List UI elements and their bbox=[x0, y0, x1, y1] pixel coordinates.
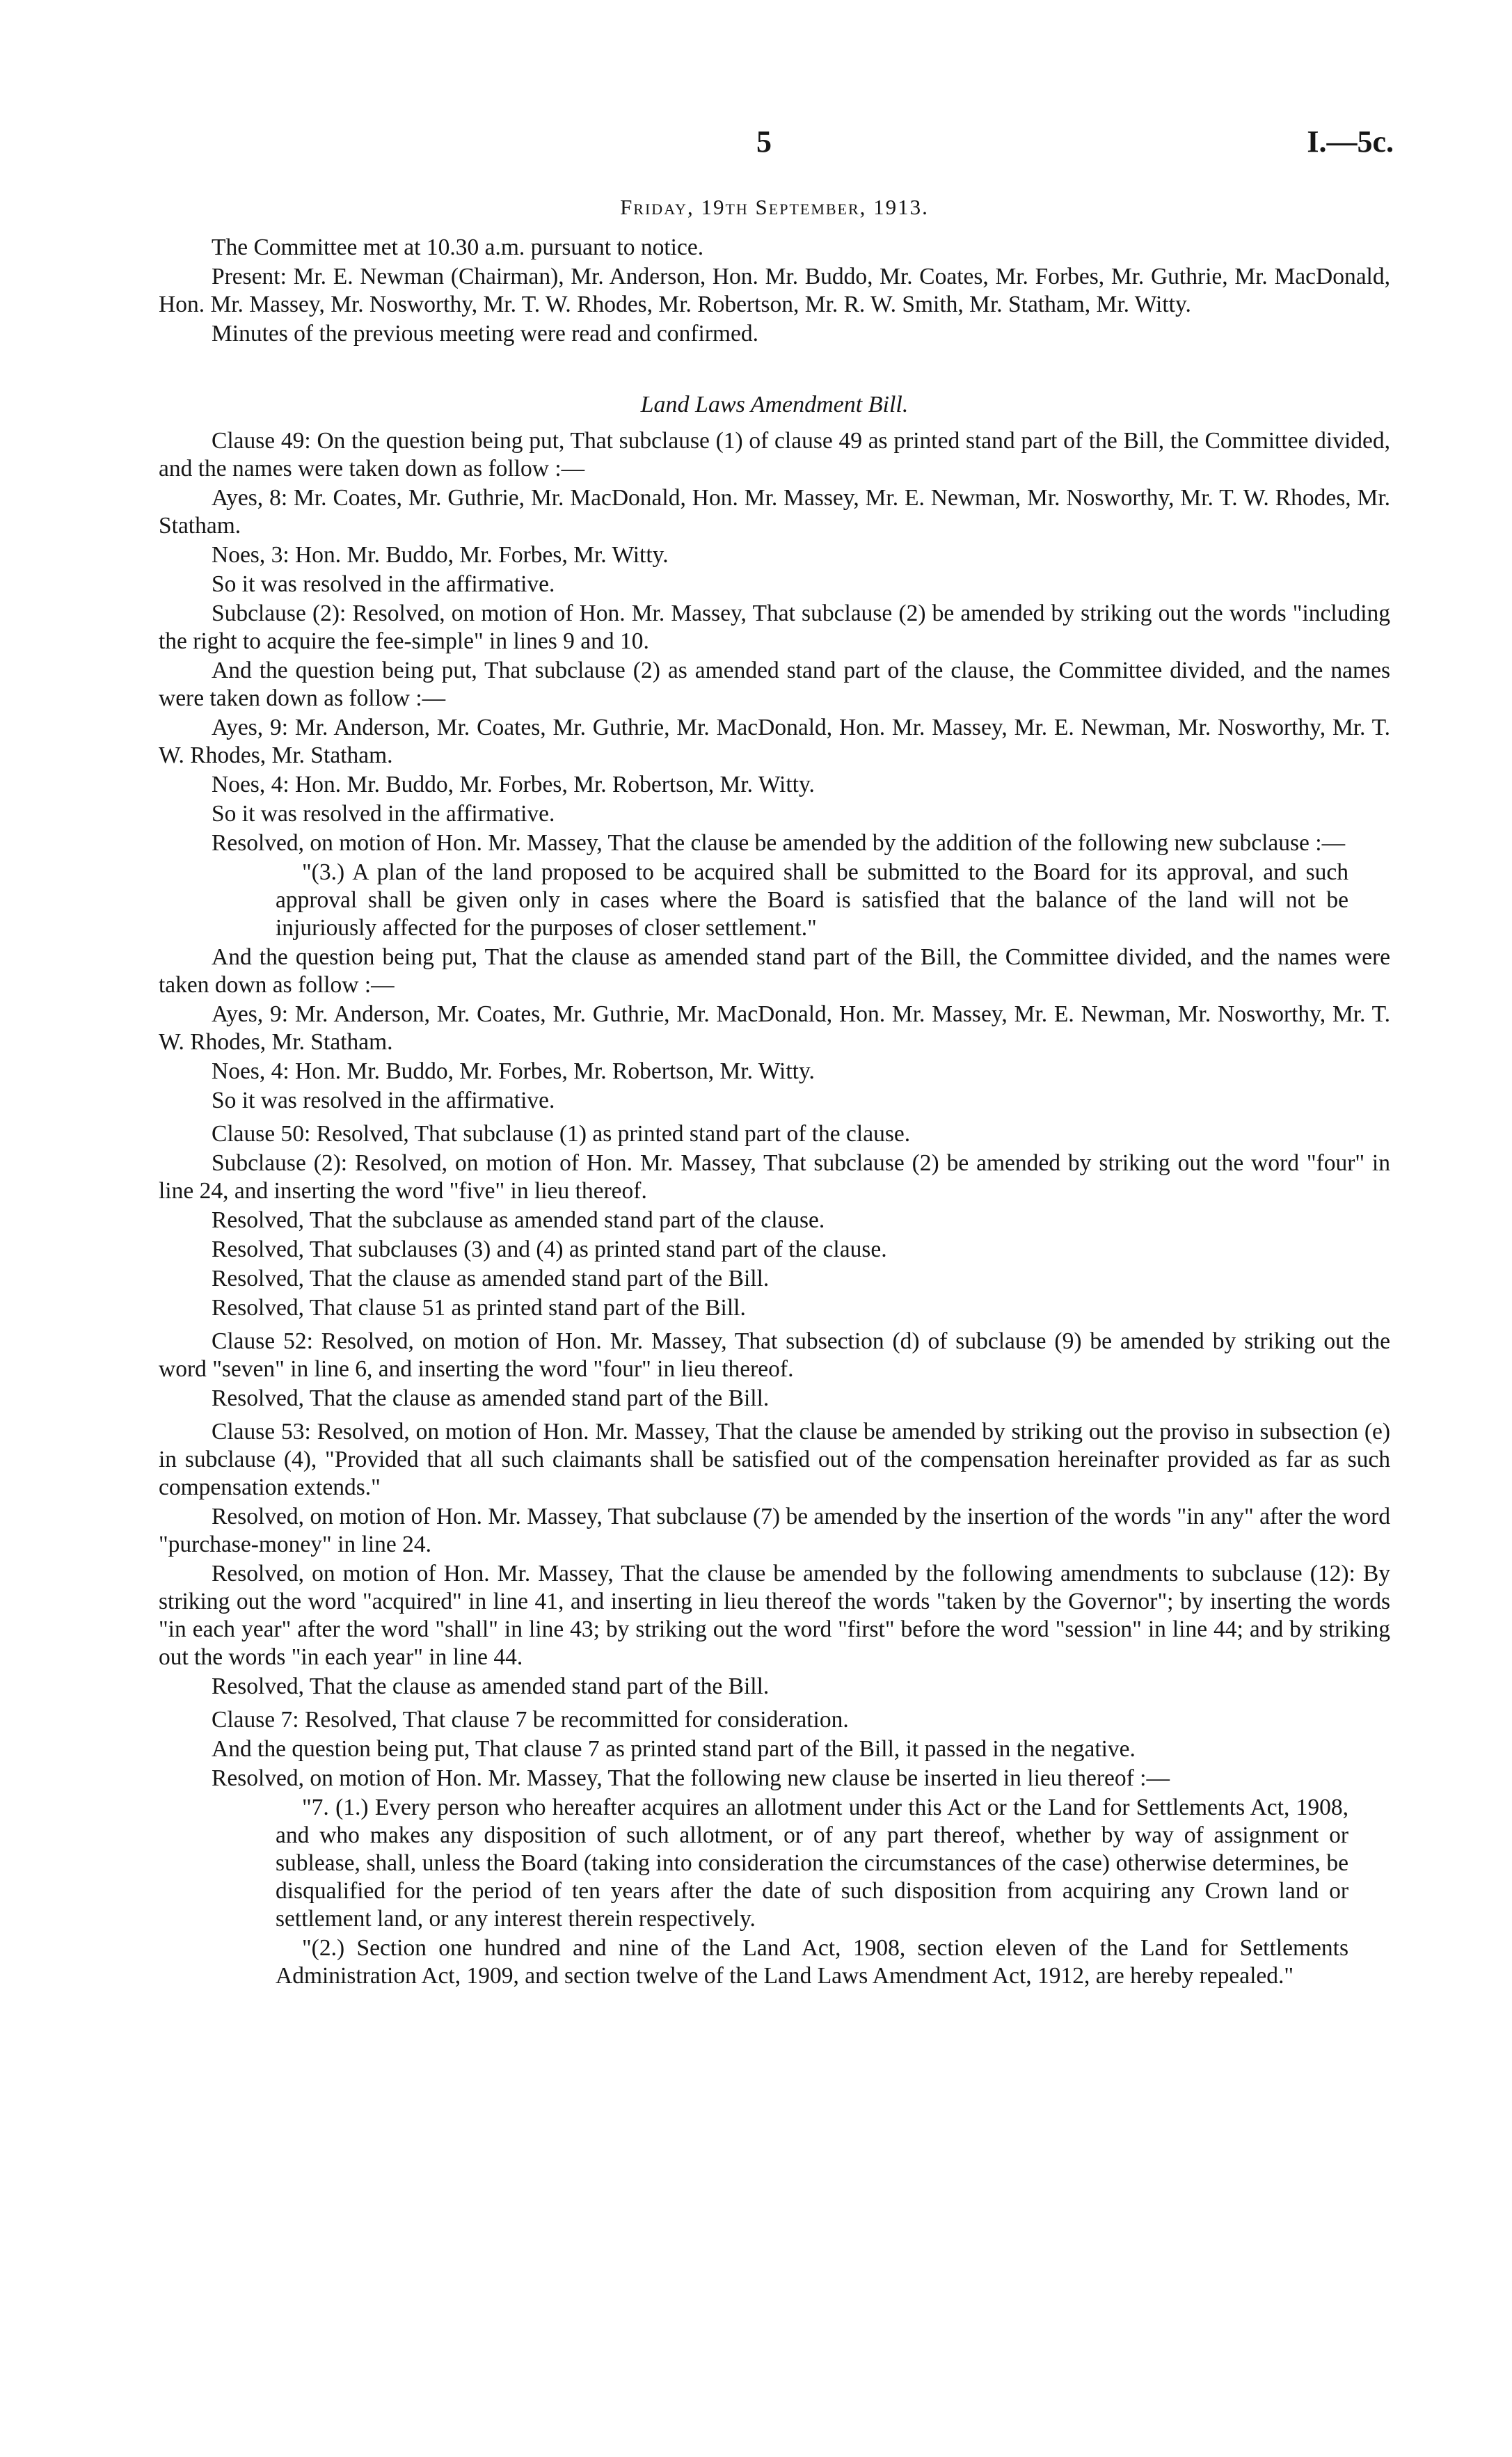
new-clause-7-subclause-1: "7. (1.) Every person who hereafter acquires an allotment under this Act or the Land for Settlements Act, 1908, and who makes any disposition of such allotment, or of any part thereof, whether by way of assignment or sublease, shall, unless the Board (taking into consideration the circumstances of the case) otherwise determines, be disqualified for the period of ten years after the date of such disposition from acquiring any Crown land or settlement land, or any interest therein respectively. bbox=[276, 1795, 1348, 1932]
clause-7-recommit: Clause 7: Resolved, That clause 7 be recommitted for consideration. bbox=[212, 1707, 849, 1733]
division-result: So it was resolved in the affirmative. bbox=[212, 1088, 555, 1113]
clause-7-question: And the question being put, That clause 7 as printed stand part of the Bill, it passed in the negative. bbox=[212, 1736, 1136, 1762]
new-subclause-text: "(3.) A plan of the land proposed to be acquired shall be submitted to the Board for its approval, and such approval shall be given only in cases where the Board is satisfied that the balance of the land will not be injuriously affected for the purposes of closer settlement." bbox=[276, 859, 1348, 941]
division-result: So it was resolved in the affirmative. bbox=[212, 571, 555, 597]
resolution: Resolved, That subclauses (3) and (4) as printed stand part of the clause. bbox=[212, 1237, 887, 1262]
subclause-7-amendment: Resolved, on motion of Hon. Mr. Massey, That subclause (7) be amended by the insertion of the words "in any" after the word "purchase-money" in line 24. bbox=[159, 1504, 1390, 1557]
subclause-2-question: And the question being put, That subclause (2) as amended stand part of the clause, the Committee divided, and the names were taken down as follow :— bbox=[159, 658, 1390, 711]
clause-50-resolution: Clause 50: Resolved, That subclause (1) as printed stand part of the clause. bbox=[212, 1121, 911, 1147]
meeting-date-heading: Friday, 19th September, 1913. bbox=[620, 195, 929, 219]
division-ayes: Ayes, 8: Mr. Coates, Mr. Guthrie, Mr. MacDonald, Hon. Mr. Massey, Mr. E. Newman, Mr. Nosworthy, Mr. T. W. Rhodes, Mr. Statham. bbox=[159, 485, 1390, 539]
division-ayes: Ayes, 9: Mr. Anderson, Mr. Coates, Mr. Guthrie, Mr. MacDonald, Hon. Mr. Massey, Mr. E. Newman, Mr. Nosworthy, Mr. T. W. Rhodes, Mr. Statham. bbox=[159, 1001, 1390, 1055]
document-reference: I.—5c. bbox=[1307, 125, 1394, 159]
page-content bbox=[159, 193, 1390, 1991]
clause-49-question: Clause 49: On the question being put, That subclause (1) of clause 49 as printed stand part of the Bill, the Committee divided, and the names were taken down as follow :— bbox=[159, 428, 1390, 482]
attendance-list: Present: Mr. E. Newman (Chairman), Mr. Anderson, Hon. Mr. Buddo, Mr. Coates, Mr. Forbes, Mr. Guthrie, Mr. MacDonald, Hon. Mr. Massey, Mr. Nosworthy, Mr. T. W. Rhodes, Mr. Robertson, Mr. R. W. Smith, Mr. Statham, Mr. Witty. bbox=[159, 264, 1390, 317]
new-clause-7-subclause-2: "(2.) Section one hundred and nine of the Land Act, 1908, section eleven of the Land for Settlements Administration Act, 1909, and section twelve of the Land Laws Amendment Act, 1912, are hereby repealed." bbox=[276, 1935, 1348, 1989]
new-clause-motion: Resolved, on motion of Hon. Mr. Massey, That the following new clause be inserted in lieu thereof :— bbox=[212, 1765, 1170, 1791]
subclause-2-amendment: Subclause (2): Resolved, on motion of Hon. Mr. Massey, That subclause (2) be amended by striking out the words "including the right to acquire the fee-simple" in lines 9 and 10. bbox=[159, 601, 1390, 654]
page-number: 5 bbox=[756, 125, 772, 159]
clause-question: And the question being put, That the clause as amended stand part of the Bill, the Committee divided, and the names were taken down as follow :— bbox=[159, 944, 1390, 998]
subclause-12-amendment: Resolved, on motion of Hon. Mr. Massey, That the clause be amended by the following amendments to subclause (12): By striking out the word "acquired" in line 41, and inserting in lieu thereof the words "taken by the Governor"; by inserting the words "in each year" after the word "shall" in line 43; by striking out the word "first" before the word "session" in line 44; and by striking out the words "in each year" in line 44. bbox=[159, 1561, 1390, 1670]
resolution: Resolved, That the clause as amended stand part of the Bill. bbox=[212, 1673, 770, 1699]
clause-53-resolution: Clause 53: Resolved, on motion of Hon. Mr. Massey, That the clause be amended by striking out the proviso in subsection (e) in subclause (4), "Provided that all such claimants shall be satisfied out of the compensation hereinafter provided as far as such compensation extends." bbox=[159, 1419, 1390, 1500]
resolution: Resolved, That the subclause as amended stand part of the clause. bbox=[212, 1207, 825, 1233]
division-noes: Noes, 4: Hon. Mr. Buddo, Mr. Forbes, Mr. Robertson, Mr. Witty. bbox=[212, 772, 815, 797]
new-subclause-motion: Resolved, on motion of Hon. Mr. Massey, That the clause be amended by the addition of the following new subclause :— bbox=[212, 830, 1346, 856]
division-result: So it was resolved in the affirmative. bbox=[212, 801, 555, 827]
clause-51-resolution: Resolved, That clause 51 as printed stand part of the Bill. bbox=[212, 1295, 746, 1321]
resolution: Resolved, That the clause as amended stand part of the Bill. bbox=[212, 1266, 770, 1291]
bill-title: Land Laws Amendment Bill. bbox=[640, 392, 909, 418]
division-noes: Noes, 4: Hon. Mr. Buddo, Mr. Forbes, Mr. Robertson, Mr. Witty. bbox=[212, 1058, 815, 1084]
clause-52-resolution: Clause 52: Resolved, on motion of Hon. Mr. Massey, That subsection (d) of subclause (9) be amended by striking out the word "seven" in line 6, and inserting the word "four" in lieu thereof. bbox=[159, 1328, 1390, 1382]
division-ayes: Ayes, 9: Mr. Anderson, Mr. Coates, Mr. Guthrie, Mr. MacDonald, Hon. Mr. Massey, Mr. E. Newman, Mr. Nosworthy, Mr. T. W. Rhodes, Mr. Statham. bbox=[159, 715, 1390, 768]
division-noes: Noes, 3: Hon. Mr. Buddo, Mr. Forbes, Mr. Witty. bbox=[212, 542, 669, 568]
clause-50-subclause-2: Subclause (2): Resolved, on motion of Hon. Mr. Massey, That subclause (2) be amended by striking out the word "four" in line 24, and inserting the word "five" in lieu thereof. bbox=[159, 1150, 1390, 1204]
minutes-confirmation: Minutes of the previous meeting were read and confirmed. bbox=[212, 321, 759, 347]
meeting-opening: The Committee met at 10.30 a.m. pursuant to notice. bbox=[212, 234, 704, 260]
resolution: Resolved, That the clause as amended stand part of the Bill. bbox=[212, 1385, 770, 1411]
